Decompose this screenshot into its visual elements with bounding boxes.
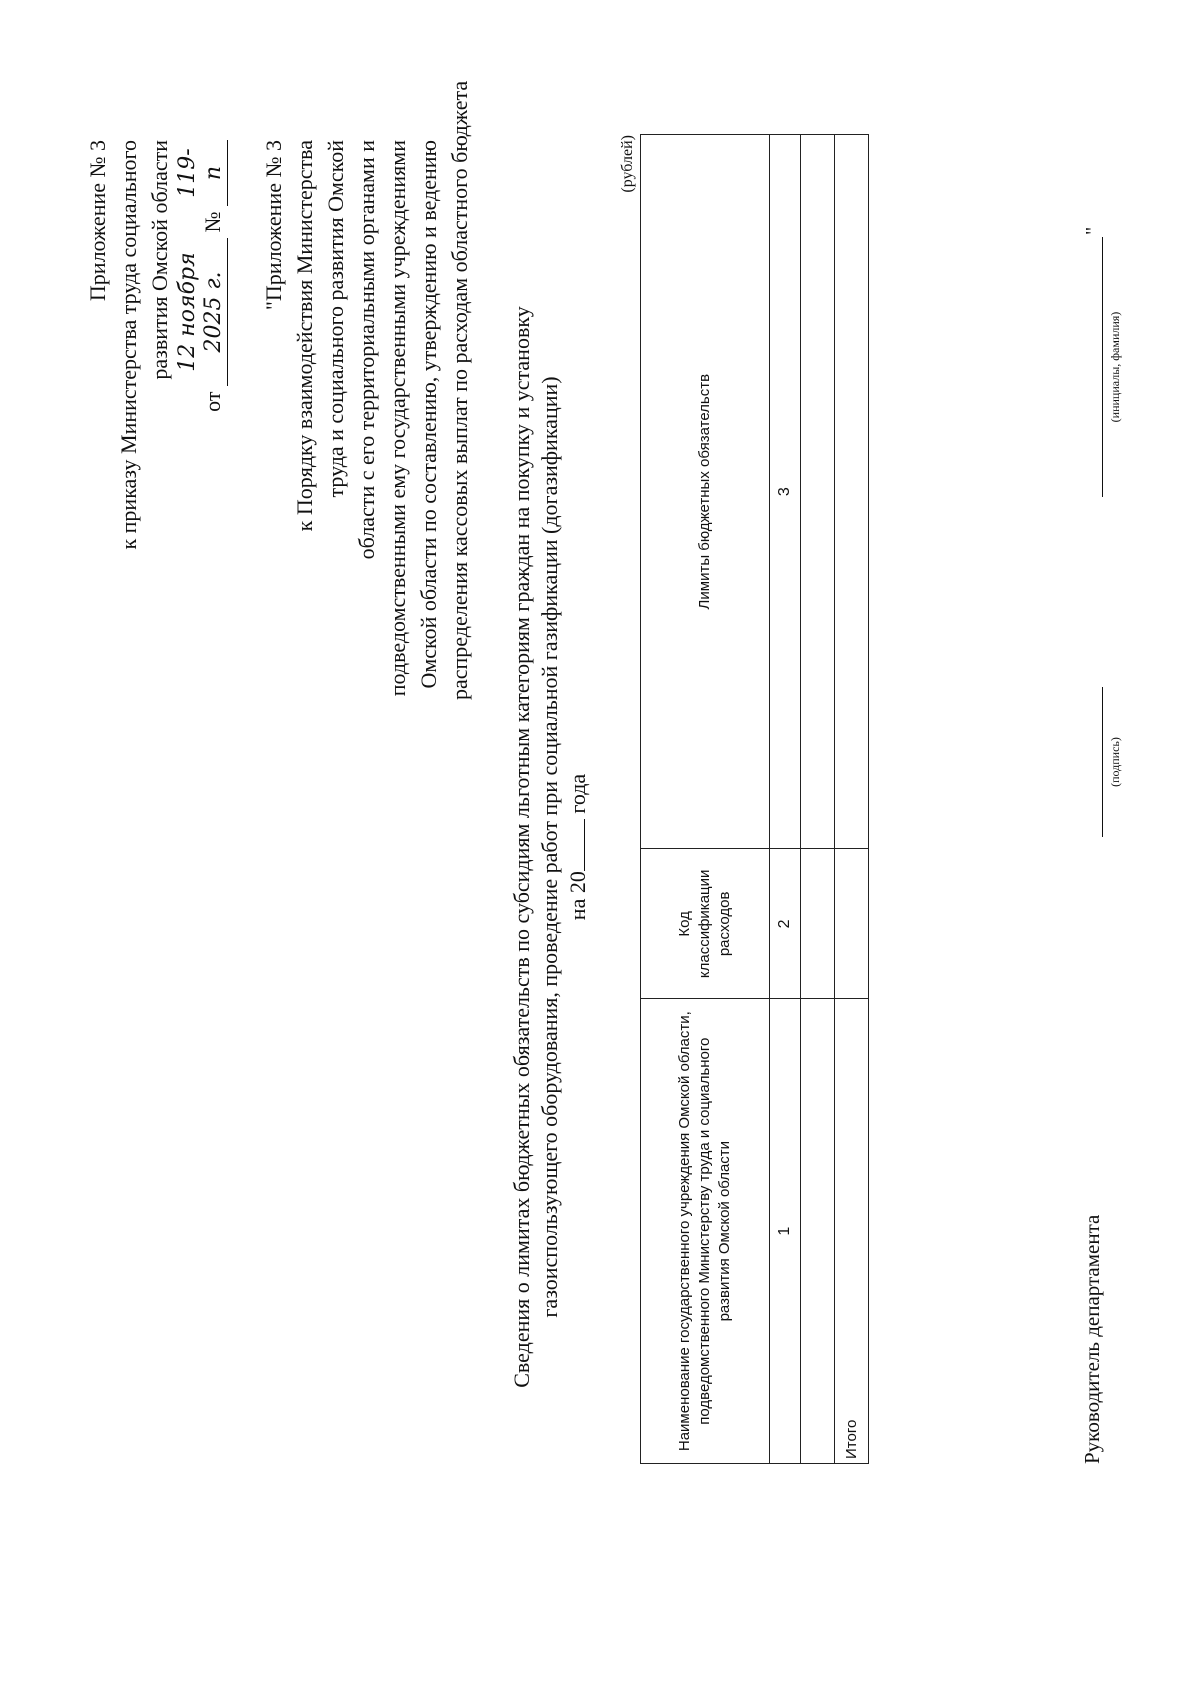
table-cell [835, 135, 869, 849]
signature-caption: (подпись) [1108, 737, 1122, 787]
title-line-1: Сведения о лимитах бюджетных обязательств по субсидиям льготным категориям граждан на покупку и установку [509, 306, 534, 1388]
table-cell [801, 999, 835, 1464]
table-cell [835, 849, 869, 999]
column-number-1: 1 [770, 999, 801, 1464]
table-header-row [641, 135, 770, 1464]
total-row [835, 135, 869, 1464]
column-number-row [770, 135, 801, 1464]
closing-quote: " [1082, 226, 1104, 235]
appendix-date-line [175, 140, 228, 1040]
appendix-title: Приложение № 3 [85, 140, 110, 302]
order-date: 12 ноября 2025 г. [175, 238, 228, 386]
title-year-line [564, 157, 592, 1537]
appendix-current-block [82, 140, 228, 1040]
table-cell [801, 135, 835, 849]
name-line [1102, 237, 1103, 497]
year-suffix: года [565, 773, 590, 814]
order-number: 119-п [175, 140, 228, 206]
signature-line [1102, 687, 1103, 837]
year-prefix: на 20 [565, 871, 590, 921]
prev-appendix-line-2: к Порядку взаимодействия Министерства [292, 140, 317, 532]
total-label: Итого [835, 999, 869, 1464]
prev-appendix-title: "Приложение № 3 [261, 140, 286, 311]
prev-appendix-line-3: труда и социального развития Омской [323, 140, 348, 498]
prev-appendix-line-5: подведомственными ему государственными учреждениями [385, 140, 410, 697]
header-limits: Лимиты бюджетных обязательств [641, 135, 770, 849]
title-line-2: газоиспользующего оборудования, проведение работ при социальной газификации (догазификации) [537, 376, 562, 1318]
appendix-order-line: к приказу Министерства труда социального [116, 140, 141, 550]
name-caption: (инициалы, фамилия) [1108, 311, 1122, 423]
column-number-2: 2 [770, 849, 801, 999]
prev-appendix-line-4: области с его территориальными органами и [354, 140, 379, 560]
prev-appendix-line-7: распределения кассовых выплат по расходам областного бюджета [447, 80, 472, 700]
prev-appendix-line-6: Омской области по составлению, утверждению и ведению [416, 140, 441, 689]
document-title [508, 157, 592, 1537]
header-code: Код классификации расходов [641, 849, 770, 999]
appendix-region-line: развития Омской области [147, 140, 172, 380]
year-blank [566, 819, 585, 871]
table-cell [801, 849, 835, 999]
from-label: от [200, 391, 225, 412]
column-number-3: 3 [770, 135, 801, 849]
units-label: (рублей) [619, 135, 636, 193]
header-institution: Наименование государственного учреждения Омской области, подведомственного Министерству труда и социального развития Омской области [641, 999, 770, 1464]
department-head-label: Руководитель департамента [1080, 1214, 1104, 1464]
table-row [801, 135, 835, 1464]
limits-table [640, 134, 869, 1464]
number-label: № [200, 211, 225, 233]
appendix-previous-block [258, 80, 475, 700]
